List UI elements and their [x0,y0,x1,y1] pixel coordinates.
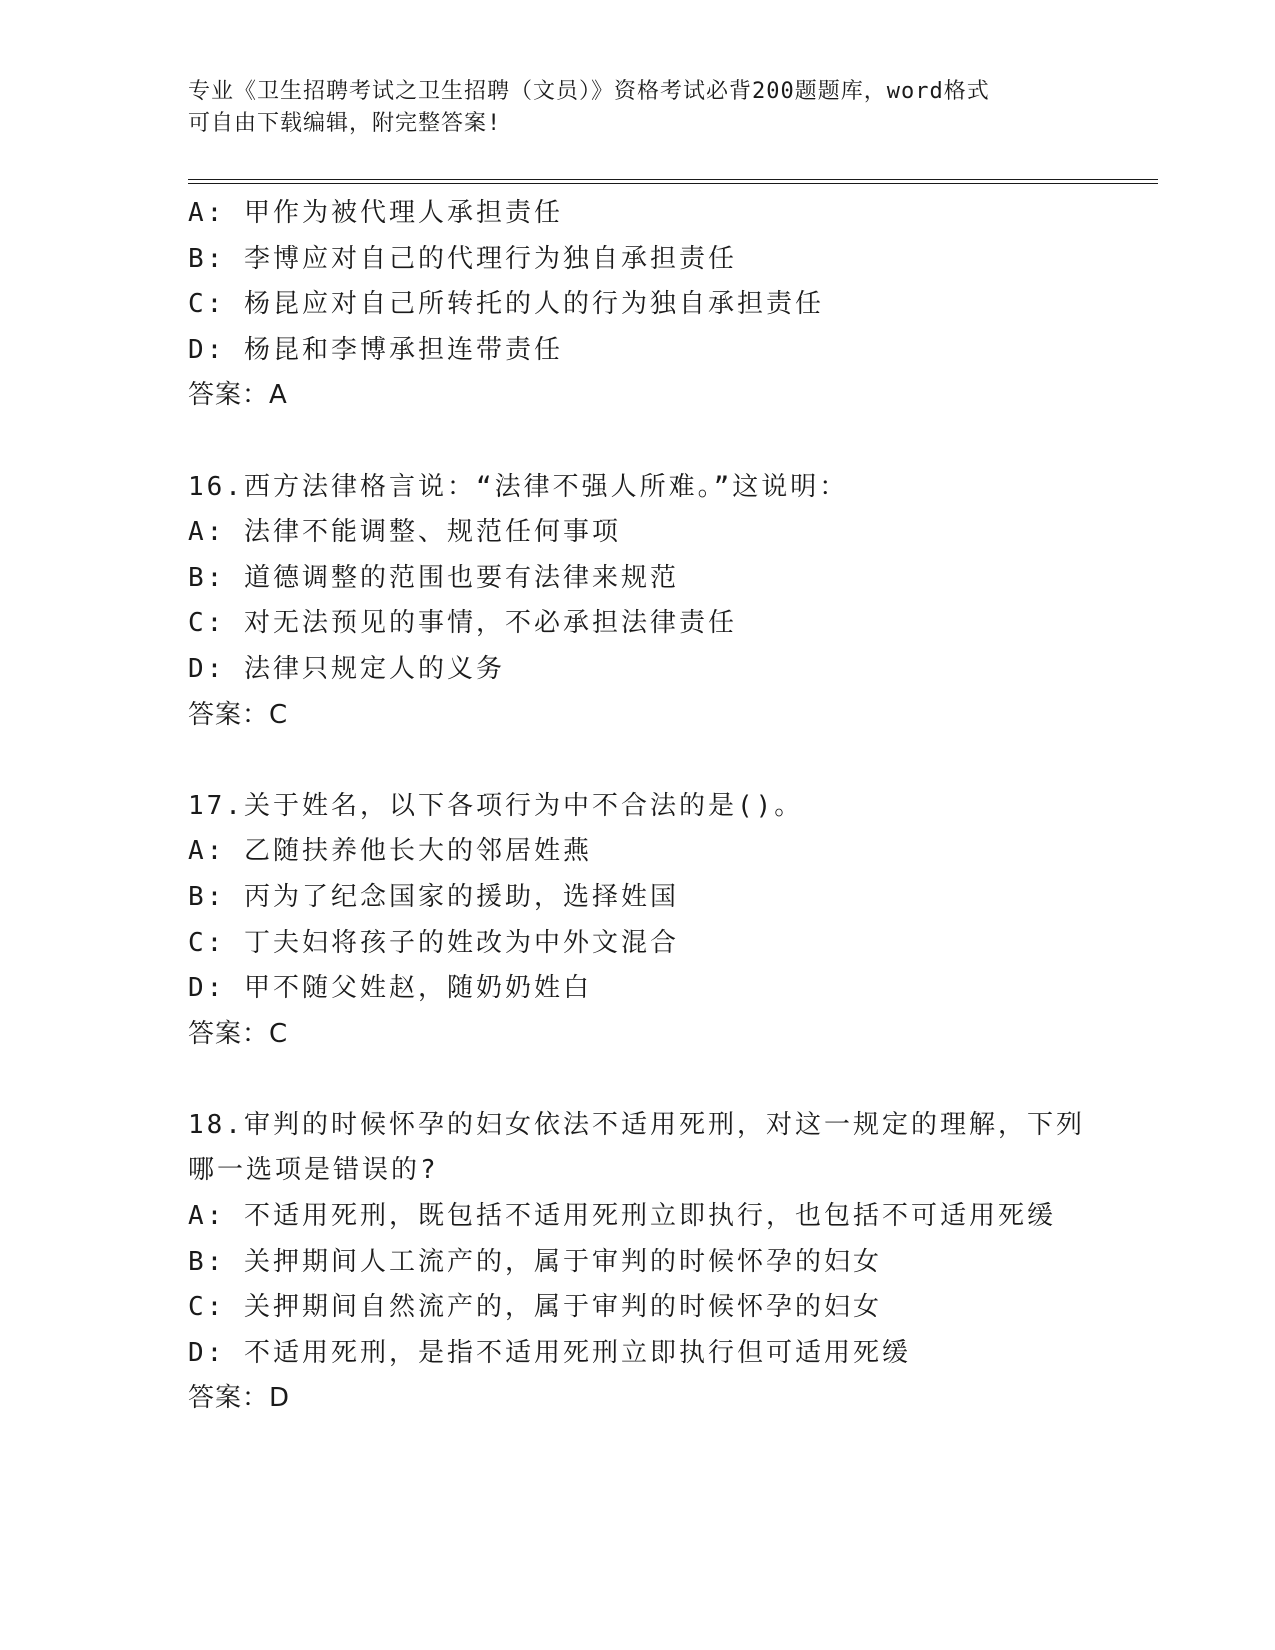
option-a: A: 甲作为被代理人承担责任 [188,198,563,228]
question-stem: 17.关于姓名，以下各项行为中不合法的是()。 [188,790,804,821]
document-header [188,76,1088,140]
option-b: B: 关押期间人工流产的，属于审判的时候怀孕的妇女 [188,1246,882,1277]
header-title-line-2: 可自由下载编辑，附完整答案! [188,111,502,136]
answer-label: 答案：D [188,1383,291,1414]
question-15 [188,191,1148,419]
answer-label: 答案：C [188,1018,289,1049]
header-divider [188,179,1158,184]
option-a: A: 乙随扶养他长大的邻居姓燕 [188,836,592,867]
option-c: C: 杨昆应对自己所转托的人的行为独自承担责任 [188,289,824,320]
option-c: C: 丁夫妇将孩子的姓改为中外文混合 [188,927,679,958]
question-18 [188,1103,1148,1422]
option-b: B: 李博应对自己的代理行为独自承担责任 [188,243,737,274]
answer-label: 答案：C [188,699,289,730]
spacer [188,738,1148,784]
option-b: B: 道德调整的范围也要有法律来规范 [188,562,679,593]
question-17 [188,784,1148,1058]
header-title-line-1: 专业《卫生招聘考试之卫生招聘（文员）》资格考试必背200题题库，word格式 [188,79,990,104]
question-16 [188,465,1148,739]
question-list [188,191,1148,1422]
option-c: C: 关押期间自然流产的，属于审判的时候怀孕的妇女 [188,1292,882,1323]
option-d: D: 甲不随父姓赵，随奶奶姓白 [188,973,592,1004]
question-stem: 16.西方法律格言说：“法律不强人所难。”这说明： [188,471,849,502]
spacer [188,1057,1148,1103]
option-a: A: 不适用死刑，既包括不适用死刑立即执行，也包括不可适用死缓 [188,1201,1056,1232]
option-c: C: 对无法预见的事情，不必承担法律责任 [188,608,737,639]
option-b: B: 丙为了纪念国家的援助，选择姓国 [188,881,679,912]
question-stem-line-1: 18.审判的时候怀孕的妇女依法不适用死刑，对这一规定的理解，下列 [188,1109,1085,1140]
spacer [188,419,1148,465]
question-stem-line-2: 哪一选项是错误的? [188,1155,439,1186]
option-d: D: 法律只规定人的义务 [188,653,505,684]
option-d: D: 不适用死刑，是指不适用死刑立即执行但可适用死缓 [188,1337,911,1368]
option-a: A: 法律不能调整、规范任何事项 [188,517,621,548]
option-d: D: 杨昆和李博承担连带责任 [188,334,563,365]
answer-label: 答案：A [188,380,288,411]
